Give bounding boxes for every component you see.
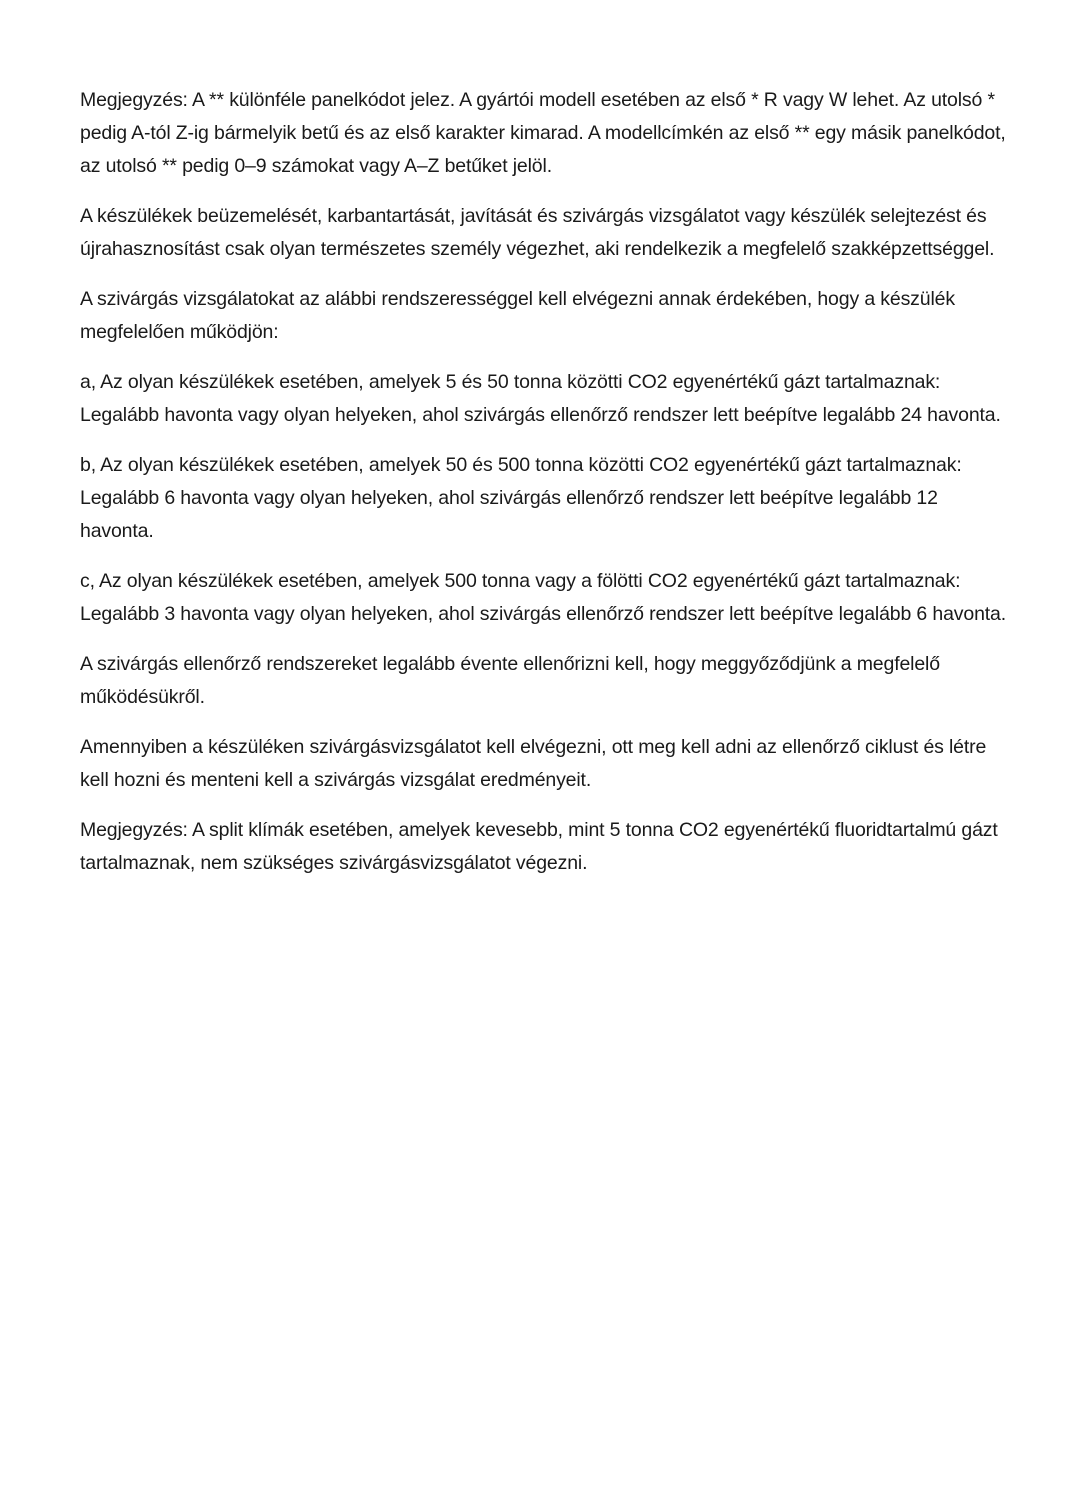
document-page: [80, 84, 1012, 897]
paragraph-leak-test-c: c, Az olyan készülékek esetében, amelyek 500 tonna vagy a fölötti CO2 egyenértékű gázt tartalmaznak: Legalább 3 havonta vagy olyan helyeken, ahol szivárgás ellenőrző rendszer lett beépítve legalább 6 havonta.: [80, 570, 1007, 625]
paragraph-note-split: Megjegyzés: A split klímák esetében, amelyek kevesebb, mint 5 tonna CO2 egyenértékű fluoridtartalmú gázt tartalmaznak, nem szükséges szivárgásvizsgálatot végezni.: [80, 819, 998, 874]
paragraph-leak-test-records: Amennyiben a készüléken szivárgásvizsgálatot kell elvégezni, ott meg kell adni az ellenőrző ciklust és létre kell hozni és menteni kell a szivárgás vizsgálat eredményeit.: [80, 736, 987, 791]
paragraph-qualified-person: A készülékek beüzemelését, karbantartását, javítását és szivárgás vizsgálatot vagy készülék selejtezést és újrahasznosítást csak olyan természetes személy végezhet, aki rendelkezik a megfelelő szakképzettséggel.: [80, 205, 995, 260]
paragraph-leak-test-b: b, Az olyan készülékek esetében, amelyek 50 és 500 tonna közötti CO2 egyenértékű gázt tartalmaznak: Legalább 6 havonta vagy olyan helyeken, ahol szivárgás ellenőrző rendszer lett beépítve legalább 12 havonta.: [80, 454, 962, 542]
paragraph-leak-test-intro: A szivárgás vizsgálatokat az alábbi rendszerességgel kell elvégezni annak érdekében, hogy a készülék megfelelően működjön:: [80, 288, 955, 343]
paragraph-note-panel-codes: Megjegyzés: A ** különféle panelkódot jelez. A gyártói modell esetében az első * R vagy W lehet. Az utolsó * pedig A-tól Z-ig bármelyik betű és az első karakter kimarad. A modellcímkén az első ** egy másik panelkódot, az utolsó ** pedig 0–9 számokat vagy A–Z betűket jelöl.: [80, 89, 1006, 177]
paragraph-leak-test-a: a, Az olyan készülékek esetében, amelyek 5 és 50 tonna közötti CO2 egyenértékű gázt tartalmaznak: Legalább havonta vagy olyan helyeken, ahol szivárgás ellenőrző rendszer lett beépítve legalább 24 havonta.: [80, 371, 1001, 426]
paragraph-leak-system-check: A szivárgás ellenőrző rendszereket legalább évente ellenőrizni kell, hogy meggyőződjünk a megfelelő működésükről.: [80, 653, 940, 708]
